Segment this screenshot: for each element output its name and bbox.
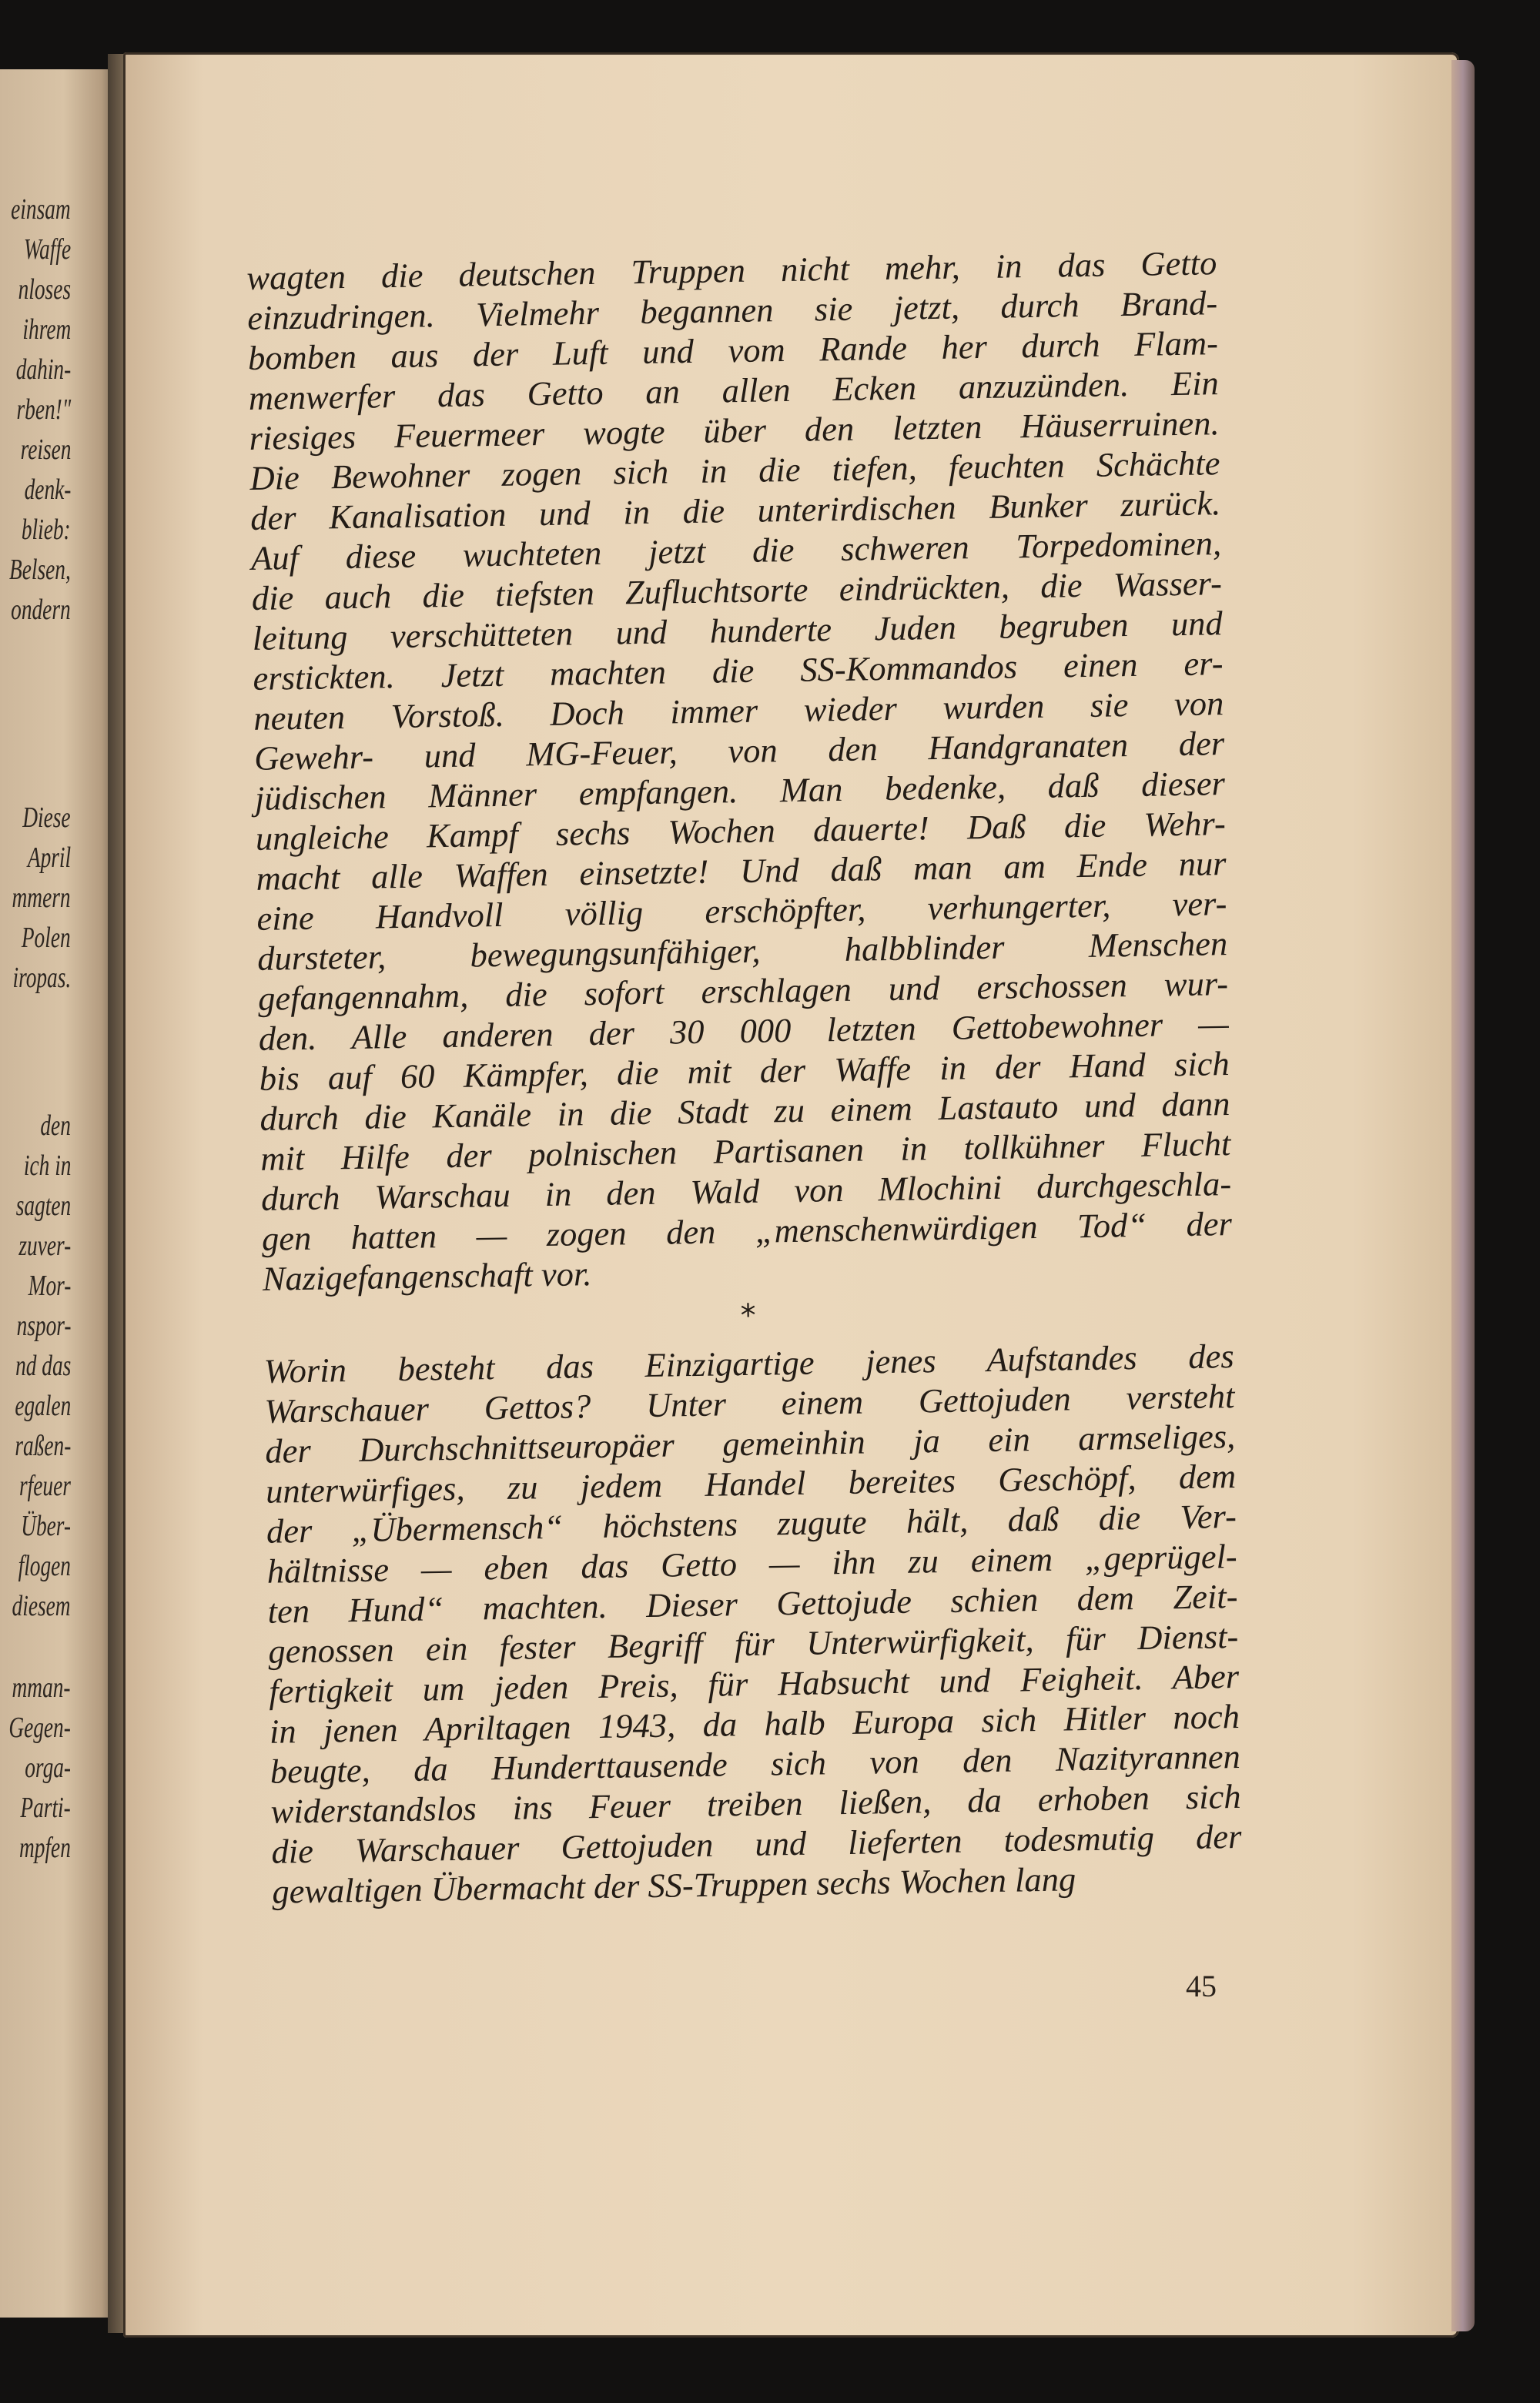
text-line: Auf diese wuchteten jetzt die schweren Torpedominen, — [250, 524, 1222, 577]
text-line: der „Übermensch“ höchstens zugute hält, daß die Ver- — [266, 1497, 1237, 1551]
previous-page-text-fragment: April — [27, 842, 71, 874]
text-line: riesiges Feuermeer wogte über den letzten Häuserruinen. — [249, 403, 1220, 457]
previous-page-text-fragment: zuver- — [18, 1230, 71, 1262]
text-line: Worin besteht das Einzigartige jenes Aufstandes des — [263, 1337, 1234, 1391]
previous-page-text-fragment: mmern — [12, 882, 71, 914]
text-line: hältnisse — eben das Getto — ihn zu einem „geprügel- — [266, 1537, 1238, 1591]
text-line: gefangennahm, die sofort erschlagen und erschossen wur- — [257, 964, 1229, 1018]
text-line: die auch die tiefsten Zufluchtsorte eindrückten, die Wasser- — [251, 564, 1223, 617]
page-text — [246, 243, 1243, 1912]
text-line: in jenen Apriltagen 1943, da halb Europa sich Hitler noch — [269, 1696, 1240, 1751]
text-line: genossen ein fester Begriff für Unterwürfigkeit, für Dienst- — [268, 1616, 1239, 1671]
text-line: eine Handvoll völlig erschöpfter, verhungerter, ver- — [256, 884, 1227, 938]
previous-page-text-fragment: Diese — [22, 802, 71, 834]
previous-page-text-fragment: ihrem — [22, 313, 71, 346]
previous-page-text-fragment: flogen — [18, 1550, 71, 1582]
text-line: durch Warschau in den Wald von Mlochini durchgeschla- — [260, 1164, 1232, 1218]
previous-page-text-fragment: rfeuer — [19, 1470, 71, 1502]
previous-page-edge — [0, 69, 116, 2318]
text-line: wagten die deutschen Truppen nicht mehr, in das Getto — [246, 243, 1217, 297]
previous-page-text-fragment: ich in — [23, 1150, 71, 1182]
text-line: jüdischen Männer empfangen. Man bedenke, daß dieser — [254, 764, 1226, 818]
previous-page-text-fragment: egalen — [15, 1390, 71, 1422]
text-line: der Durchschnittseuropäer gemeinhin ja ein armseliges, — [264, 1417, 1236, 1471]
text-line: einzudringen. Vielmehr begannen sie jetzt, durch Brand- — [246, 283, 1218, 337]
text-line: Gewehr- und MG-Feuer, von den Handgranaten der — [253, 724, 1225, 778]
previous-page-text-fragment: nspor- — [16, 1310, 71, 1342]
previous-page-text-fragment: den — [40, 1109, 71, 1142]
paragraph-1 — [246, 243, 1233, 1299]
page-number: 45 — [1186, 1969, 1217, 2003]
previous-page-text-fragment: orga- — [25, 1752, 71, 1784]
previous-page-text-fragment: Über- — [21, 1510, 71, 1542]
page-edge — [1451, 60, 1475, 2331]
previous-page-text-fragment: raßen- — [15, 1430, 71, 1462]
text-line: durch die Kanäle in die Stadt zu einem Lastauto und dann — [259, 1084, 1230, 1138]
previous-page-text-fragment: dahin- — [15, 353, 71, 386]
previous-page-text-fragment: sagten — [15, 1190, 71, 1222]
section-separator: * — [740, 1297, 757, 1334]
previous-page-text-fragment: reisen — [20, 433, 71, 466]
text-line: bis auf 60 Kämpfer, die mit der Waffe in der Hand sich — [259, 1044, 1230, 1098]
text-line: den. Alle anderen der 30 000 letzten Gettobewohner — — [258, 1004, 1230, 1058]
previous-page-text-fragment: Parti- — [20, 1792, 71, 1824]
previous-page-text-fragment: Gegen- — [8, 1712, 71, 1744]
text-line: gewaltigen Übermacht der SS-Truppen sechs Wochen lang — [271, 1859, 1076, 1911]
previous-page-text-fragment: blieb: — [22, 514, 71, 546]
previous-page-text-fragment: Mor- — [28, 1270, 71, 1302]
text-line: mit Hilfe der polnischen Partisanen in tollkühner Flucht — [259, 1124, 1231, 1178]
text-line: unterwürfiges, zu jedem Handel bereites Geschöpf, dem — [265, 1457, 1237, 1511]
previous-page-text-fragment: Polen — [22, 922, 71, 954]
text-line: Warschauer Gettos? Unter einem Gettojuden versteht — [264, 1377, 1235, 1431]
previous-page-text-fragment: mman- — [12, 1672, 71, 1704]
text-line: erstickten. Jetzt machten die SS-Kommandos einen er- — [253, 644, 1224, 698]
previous-page-text-fragment: diesem — [12, 1590, 71, 1622]
previous-page-text-fragment: denk- — [24, 474, 71, 506]
text-line: gen hatten — zogen den „menschenwürdigen Tod“ der — [261, 1204, 1233, 1258]
text-line: Nazigefangenschaft vor. — [262, 1254, 592, 1298]
text-line: die Warschauer Gettojuden und lieferten todesmutig der — [271, 1816, 1242, 1871]
text-line: bomben aus der Luft und vom Rande her durch Flam- — [247, 323, 1219, 377]
paragraph-2 — [263, 1336, 1242, 1912]
previous-page-text-fragment: mpfen — [19, 1832, 71, 1864]
text-line: macht alle Waffen einsetzte! Und daß man am Ende nur — [256, 844, 1227, 898]
previous-page-text-fragment: iropas. — [12, 962, 71, 994]
previous-page-text-fragment: einsam — [11, 193, 71, 226]
text-line: dursteter, bewegungsunfähiger, halbblinder Menschen — [256, 924, 1228, 978]
text-line: der Kanalisation und in die unterirdischen Bunker zurück. — [249, 484, 1221, 537]
previous-page-text-fragment: nd das — [15, 1350, 71, 1382]
previous-page-text-fragment: Waffe — [23, 233, 71, 266]
previous-page-text-fragment: ondern — [11, 594, 71, 626]
text-line: leitung verschütteten und hunderte Juden begruben und — [252, 604, 1223, 658]
text-line: ungleiche Kampf sechs Wochen dauerte! Daß die Wehr- — [255, 804, 1227, 858]
text-line: neuten Vorstoß. Doch immer wieder wurden sie von — [253, 684, 1224, 738]
text-line: ten Hund“ machten. Dieser Gettojude schien dem Zeit- — [267, 1576, 1238, 1631]
text-line: menwerfer das Getto an allen Ecken anzuzünden. Ein — [248, 363, 1220, 417]
text-line: fertigkeit um jeden Preis, für Habsucht und Feigheit. Aber — [268, 1656, 1240, 1711]
text-line: beugte, da Hunderttausende sich von den Nazityrannen — [270, 1736, 1241, 1791]
previous-page-text-fragment: Belsen, — [9, 554, 71, 586]
previous-page-text-fragment: rben!" — [16, 393, 71, 426]
text-line: widerstandslos ins Feuer treiben ließen, da erhoben sich — [270, 1776, 1241, 1831]
previous-page-text-fragment: nloses — [18, 273, 71, 306]
text-line: Die Bewohner zogen sich in die tiefen, feuchten Schächte — [249, 443, 1220, 497]
